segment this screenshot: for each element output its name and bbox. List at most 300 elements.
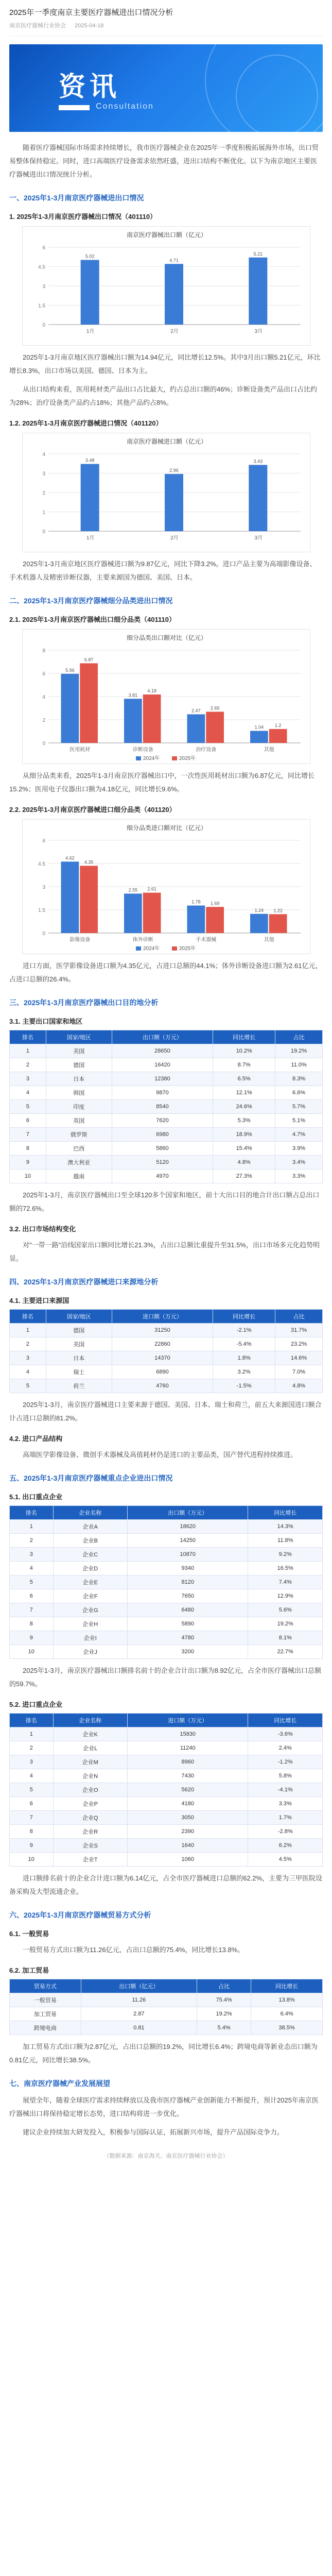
table-row <box>10 1993 323 2007</box>
table-header-cell: 排名 <box>10 1506 54 1520</box>
table-cell: 企业B <box>53 1534 128 1548</box>
table-cell: 跨境电商 <box>10 2021 81 2035</box>
table-cell: 7 <box>10 1811 54 1825</box>
table-trade-mode <box>9 1979 323 2035</box>
table-cell: 5.6% <box>248 1603 323 1617</box>
table-cell: 5.4% <box>197 2021 251 2035</box>
data-label: 3.81 <box>128 692 137 698</box>
table-cell: 18620 <box>128 1520 248 1534</box>
table-cell: 10870 <box>128 1548 248 1562</box>
banner-ring-decor <box>236 55 318 132</box>
table-cell: 16.5% <box>248 1562 323 1575</box>
table-header-cell: 排名 <box>10 1310 46 1324</box>
table-cell: 7620 <box>112 1114 213 1128</box>
x-tick-label: 手术器械 <box>195 937 216 943</box>
table-cell: 企业A <box>53 1520 128 1534</box>
table-cell: 美国 <box>46 1337 112 1351</box>
data-source-note: （数据来源：南京海关、南京医疗器械行业协会） <box>103 2153 229 2159</box>
chart-title: 南京医疗器械进口额（亿元） <box>126 438 207 445</box>
table-cell: 德国 <box>46 1058 112 1072</box>
table-row <box>10 1324 323 1337</box>
table-cell: 5 <box>10 1100 46 1114</box>
bar <box>206 711 224 743</box>
table-cell: 企业I <box>53 1631 128 1645</box>
table-cell: 4 <box>10 1562 54 1575</box>
table-cell: 荷兰 <box>46 1379 112 1393</box>
chart-title: 细分品类出口额对比（亿元） <box>126 634 207 641</box>
section-title: 一、2025年1-3月南京医疗器械进出口情况 <box>9 194 144 202</box>
table-header-cell: 占比 <box>275 1030 323 1044</box>
table-header-cell: 出口额（万元） <box>128 1506 248 1520</box>
table-cell: 5.7% <box>275 1100 323 1114</box>
table-header-cell: 同比增长 <box>213 1030 275 1044</box>
table-header-cell: 同比增长 <box>248 1714 323 1727</box>
data-label: 4.62 <box>65 855 75 861</box>
data-label: 4.71 <box>169 258 179 263</box>
chart-import-category <box>22 819 310 954</box>
table-cell: 15.4% <box>213 1142 275 1156</box>
section-title: 三、2025年1-3月南京医疗器械出口目的地分析 <box>9 998 159 1007</box>
table-cell: 12.9% <box>248 1589 323 1603</box>
data-label: 3.43 <box>253 459 263 464</box>
legend-label: 2025年 <box>179 946 196 952</box>
table-cell: 4.7% <box>275 1128 323 1142</box>
table-cell: 俄罗斯 <box>46 1128 112 1142</box>
table-cell: 8960 <box>128 1755 248 1769</box>
subsection-title: 5.1. 出口重点企业 <box>9 1493 63 1501</box>
bar <box>187 714 205 743</box>
y-tick-label: 1.5 <box>38 908 45 913</box>
table-cell: 9 <box>10 1156 46 1170</box>
intro-paragraph: 随着医疗器械国际市场需求持续增长，我市医疗器械企业在2025年一季度积极拓展海外市场，出口贸易整体保持稳定。同时，进口高端医疗设备需求依然旺盛，进出口结构不断优化。以下为南京地区主要医疗器械进出口情况统计分析。 <box>9 144 319 178</box>
table-row <box>10 2007 323 2021</box>
table-cell: 3.9% <box>275 1142 323 1156</box>
subsection-title: 2.1. 2025年1-3月南京医疗器械出口细分品类（401110） <box>9 616 176 623</box>
y-tick-label: 3 <box>42 885 45 890</box>
table-cell: 3 <box>10 1072 46 1086</box>
table-top-export-firms <box>9 1505 323 1659</box>
bar <box>269 729 287 743</box>
x-tick-label: 医用耗材 <box>69 747 90 753</box>
bar <box>165 474 183 531</box>
table-cell: 5120 <box>112 1156 213 1170</box>
table-cell: 11.0% <box>275 1058 323 1072</box>
table-cell: 3.4% <box>275 1156 323 1170</box>
x-tick-label: 2月 <box>170 329 179 334</box>
subsection-title: 4.1. 主要进口来源国 <box>9 1297 69 1304</box>
paragraph: 2025年1-3月，南京医疗器械进口主要来源于德国、美国、日本、瑞士和荷兰，前五大来源国进口额合计占进口总额的81.2%。 <box>9 1401 322 1422</box>
table-row <box>10 1741 323 1755</box>
table-row <box>10 1156 323 1170</box>
bar <box>249 465 267 531</box>
table-cell: 5.8% <box>248 1769 323 1783</box>
table-cell: 15830 <box>128 1727 248 1741</box>
table-cell: 6480 <box>128 1603 248 1617</box>
legend-swatch <box>172 756 177 760</box>
table-cell: 4.8% <box>213 1156 275 1170</box>
table-cell: 澳大利亚 <box>46 1156 112 1170</box>
table-cell: 38.5% <box>251 2021 323 2035</box>
bar <box>80 464 99 532</box>
table-cell: 14.3% <box>248 1520 323 1534</box>
table-cell: 6890 <box>112 1365 213 1379</box>
table-cell: 6.6% <box>275 1086 323 1100</box>
bar <box>61 674 79 743</box>
table-row <box>10 1086 323 1100</box>
table-row <box>10 1755 323 1769</box>
y-tick-label: 4 <box>42 694 45 700</box>
bar <box>61 861 79 933</box>
table-cell: 5 <box>10 1783 54 1797</box>
table-row <box>10 1575 323 1589</box>
table-row <box>10 1562 323 1575</box>
subsection-title: 3.2. 出口市场结构变化 <box>9 1225 76 1233</box>
table-row <box>10 1783 323 1797</box>
legend-label: 2025年 <box>179 756 196 761</box>
banner-bar-decor <box>59 105 90 110</box>
section-title: 六、2025年1-3月南京医疗器械贸易方式分析 <box>9 1911 151 1919</box>
table-cell: -2.8% <box>248 1825 323 1839</box>
paragraph: 进口额排名前十的企业合计进口额为6.14亿元，占全市医疗器械进口总额的62.2%，主要为三甲医院设备采购及大型流通企业。 <box>9 1874 323 1895</box>
table-top-import-firms <box>9 1713 323 1867</box>
y-tick-label: 0 <box>42 931 45 937</box>
chart-export-category <box>22 629 310 764</box>
table-cell: 4 <box>10 1086 46 1100</box>
legend-swatch <box>136 756 141 760</box>
y-tick-label: 0 <box>42 323 45 328</box>
data-label: 1.04 <box>254 724 264 730</box>
subsection-title: 3.1. 主要出口国家和地区 <box>9 1018 83 1025</box>
table-cell: -2.1% <box>213 1324 275 1337</box>
y-tick-label: 3 <box>42 284 45 290</box>
table-cell: 4 <box>10 1769 54 1783</box>
bar <box>206 907 224 933</box>
article-meta <box>9 21 323 36</box>
y-tick-label: 4.5 <box>38 861 45 867</box>
section-title: 七、南京医疗器械产业发展展望 <box>9 2079 110 2088</box>
table-row <box>10 1853 323 1867</box>
table-cell: 6980 <box>112 1128 213 1142</box>
table-cell: 5620 <box>128 1783 248 1797</box>
y-tick-label: 0 <box>42 741 45 747</box>
meta-source[interactable]: 南京医疗器械行业协会 <box>9 23 66 29</box>
paragraph: 从出口结构来看，医用耗材类产品出口占比最大，约占总出口额的46%；诊断设备类产品出口占比约为28%；治疗设备类产品约占18%；其他产品约占8%。 <box>9 385 318 406</box>
table-cell: 14250 <box>128 1534 248 1548</box>
table-cell: 企业L <box>53 1741 128 1755</box>
data-label: 6.87 <box>84 657 93 663</box>
y-tick-label: 6 <box>42 671 45 677</box>
bar <box>269 914 287 933</box>
x-tick-label: 其他 <box>264 937 274 943</box>
subsection-title: 5.2. 进口重点企业 <box>9 1701 63 1708</box>
table-export-destinations <box>9 1030 323 1183</box>
table-header-cell: 出口额（亿元） <box>81 1979 197 1993</box>
subsection-title: 6.2. 加工贸易 <box>9 1967 49 1974</box>
table-header-cell: 出口额（万元） <box>112 1030 213 1044</box>
table-row <box>10 1631 323 1645</box>
table-cell: 企业H <box>53 1617 128 1631</box>
x-tick-label: 其他 <box>264 747 274 753</box>
data-label: 2.55 <box>128 887 137 893</box>
table-cell: 0.81 <box>81 2021 197 2035</box>
paragraph: 展望全年，随着全球医疗需求持续释放以及我市医疗器械产业创新能力不断提升，预计2025年南京医疗器械出口将保持稳定增长态势，进口结构将进一步优化。 <box>9 2096 319 2117</box>
data-label: 2.47 <box>191 708 201 714</box>
table-cell: 企业G <box>53 1603 128 1617</box>
table-header-cell: 排名 <box>10 1714 54 1727</box>
table-cell: 27.3% <box>213 1170 275 1183</box>
table-cell: 韩国 <box>46 1086 112 1100</box>
data-label: 5.96 <box>65 667 75 673</box>
table-row <box>10 1170 323 1183</box>
chart-title: 细分品类进口额对比（亿元） <box>126 824 207 832</box>
table-row <box>10 1589 323 1603</box>
table-cell: 企业M <box>53 1755 128 1769</box>
chart-export-monthly <box>22 226 310 346</box>
subsection-title: 6.1. 一般贸易 <box>9 1930 49 1938</box>
table-cell: 1.8% <box>213 1351 275 1365</box>
table-header-cell: 占比 <box>275 1310 323 1324</box>
chart-import-monthly <box>22 433 310 552</box>
table-cell: 10.2% <box>213 1044 275 1058</box>
data-label: 2.69 <box>210 705 219 711</box>
subsection-title: 1. 2025年1-3月南京医疗器械出口情况（401110） <box>9 213 157 221</box>
table-cell: 3 <box>10 1351 46 1365</box>
table-cell: 5 <box>10 1575 54 1589</box>
table-cell: 8 <box>10 1825 54 1839</box>
table-cell: 23.2% <box>275 1337 323 1351</box>
bar <box>124 894 142 934</box>
chart-title: 南京医疗器械出口额（亿元） <box>126 231 207 239</box>
legend-swatch <box>172 946 177 951</box>
table-cell: 75.4% <box>197 1993 251 2007</box>
subsection-title: 4.2. 进口产品结构 <box>9 1435 63 1443</box>
table-cell: 7 <box>10 1603 54 1617</box>
table-cell: 6.4% <box>251 2007 323 2021</box>
table-cell: 企业P <box>53 1797 128 1811</box>
banner-image <box>9 44 323 132</box>
y-tick-label: 0 <box>42 529 45 535</box>
table-row <box>10 1645 323 1659</box>
table-cell: 12380 <box>112 1072 213 1086</box>
table-cell: 3 <box>10 1548 54 1562</box>
table-row <box>10 1142 323 1156</box>
table-cell: 9340 <box>128 1562 248 1575</box>
bar <box>250 914 268 933</box>
table-cell: 5860 <box>112 1142 213 1156</box>
section-title: 五、2025年1-3月南京医疗器械重点企业进出口情况 <box>9 1474 173 1482</box>
table-row <box>10 1351 323 1365</box>
table-row <box>10 1534 323 1548</box>
table-cell: 4780 <box>128 1631 248 1645</box>
table-cell: 企业E <box>53 1575 128 1589</box>
data-label: 1.22 <box>273 908 283 913</box>
table-header-cell: 国家/地区 <box>46 1030 112 1044</box>
table-cell: 4 <box>10 1365 46 1379</box>
table-cell: 5.3% <box>213 1114 275 1128</box>
table-cell: 19.2% <box>197 2007 251 2021</box>
table-cell: 9 <box>10 1839 54 1853</box>
table-cell: 美国 <box>46 1044 112 1058</box>
table-row <box>10 1839 323 1853</box>
table-cell: 企业Q <box>53 1811 128 1825</box>
banner-subtitle: Consultation <box>96 102 154 111</box>
table-cell: 企业N <box>53 1769 128 1783</box>
data-label: 1.24 <box>254 907 264 913</box>
table-cell: 德国 <box>46 1324 112 1337</box>
table-cell: 加工贸易 <box>10 2007 81 2021</box>
table-cell: 瑞士 <box>46 1365 112 1379</box>
bar <box>187 906 205 933</box>
table-cell: 6.2% <box>248 1839 323 1853</box>
table-cell: 9870 <box>112 1086 213 1100</box>
table-row <box>10 1044 323 1058</box>
table-cell: 24.6% <box>213 1100 275 1114</box>
table-cell: 8 <box>10 1142 46 1156</box>
table-row <box>10 1769 323 1783</box>
table-cell: 2.4% <box>248 1741 323 1755</box>
table-cell: 3 <box>10 1755 54 1769</box>
x-tick-label: 3月 <box>254 329 263 334</box>
table-row <box>10 1128 323 1142</box>
table-cell: 8 <box>10 1617 54 1631</box>
table-cell: 印度 <box>46 1100 112 1114</box>
table-cell: 1.7% <box>248 1811 323 1825</box>
table-cell: 6 <box>10 1589 54 1603</box>
x-tick-label: 诊断设备 <box>132 747 153 753</box>
table-cell: 日本 <box>46 1072 112 1086</box>
data-label: 4.18 <box>147 688 156 693</box>
table-cell: 8.7% <box>213 1058 275 1072</box>
section-title: 四、2025年1-3月南京医疗器械进口来源地分析 <box>9 1278 159 1286</box>
table-cell: 3200 <box>128 1645 248 1659</box>
table-header-cell: 排名 <box>10 1030 46 1044</box>
table-cell: 19.2% <box>248 1617 323 1631</box>
table-cell: 英国 <box>46 1114 112 1128</box>
section-title: 二、2025年1-3月南京医疗器械细分品类进出口情况 <box>9 597 173 605</box>
table-cell: 企业S <box>53 1839 128 1853</box>
table-header-cell: 企业名称 <box>53 1714 128 1727</box>
table-header-cell: 同比增长 <box>213 1310 275 1324</box>
table-cell: -4.1% <box>248 1783 323 1797</box>
table-cell: 5890 <box>128 1617 248 1631</box>
table-cell: 22.7% <box>248 1645 323 1659</box>
paragraph: 加工贸易方式出口额为2.87亿元，占出口总额的19.2%，同比增长6.4%；跨境电商等新业态出口额为0.81亿元，同比增长38.5%。 <box>9 2043 318 2064</box>
table-cell: -3.6% <box>248 1727 323 1741</box>
paragraph: 2025年1-3月南京地区医疗器械出口额为14.94亿元，同比增长12.5%。其中3月出口额5.21亿元，环比增长8.3%，出口市场以美国、德国、日本为主。 <box>9 353 321 375</box>
table-cell: 6 <box>10 1797 54 1811</box>
table-row <box>10 1811 323 1825</box>
data-label: 3.48 <box>85 457 94 463</box>
table-cell: 4180 <box>128 1797 248 1811</box>
table-cell: 5.1% <box>275 1114 323 1128</box>
paragraph: 2025年1-3月南京地区医疗器械进口额为9.87亿元，同比下降3.2%。进口产品主要为高端影像设备、手术机器人及精密诊断仪器，主要来源国为德国、美国、日本。 <box>9 560 317 581</box>
table-row <box>10 1337 323 1351</box>
table-cell: 12.1% <box>213 1086 275 1100</box>
table-cell: 1 <box>10 1044 46 1058</box>
table-cell: 6.5% <box>213 1072 275 1086</box>
table-cell: 3.3% <box>275 1170 323 1183</box>
banner-title: 资讯 <box>59 72 121 103</box>
table-cell: 8540 <box>112 1100 213 1114</box>
table-cell: 1 <box>10 1324 46 1337</box>
table-cell: 2 <box>10 1058 46 1072</box>
table-row <box>10 1603 323 1617</box>
table-cell: 16420 <box>112 1058 213 1072</box>
table-header-cell: 同比增长 <box>251 1979 323 1993</box>
table-cell: -1.5% <box>213 1379 275 1393</box>
table-cell: 14.6% <box>275 1351 323 1365</box>
table-row <box>10 1825 323 1839</box>
table-cell: 3.3% <box>248 1797 323 1811</box>
table-cell: 7430 <box>128 1769 248 1783</box>
bar <box>250 731 268 743</box>
table-cell: 企业T <box>53 1853 128 1867</box>
table-row <box>10 2021 323 2035</box>
table-row <box>10 1100 323 1114</box>
table-cell: -5.4% <box>213 1337 275 1351</box>
x-tick-label: 体外诊断 <box>132 937 153 943</box>
table-cell: 5 <box>10 1379 46 1393</box>
table-row <box>10 1114 323 1128</box>
paragraph: 2025年1-3月，南京医疗器械出口至全球120多个国家和地区，前十大出口目的地合计出口额占总出口额的72.6%。 <box>9 1191 320 1212</box>
x-tick-label: 1月 <box>86 329 94 334</box>
y-tick-label: 1 <box>42 510 45 516</box>
table-cell: 7.4% <box>248 1575 323 1589</box>
table-cell: 22860 <box>112 1337 213 1351</box>
data-label: 1.69 <box>210 901 219 906</box>
bar <box>143 893 161 933</box>
y-tick-label: 2 <box>42 490 45 496</box>
table-cell: 巴西 <box>46 1142 112 1156</box>
y-tick-label: 6 <box>42 838 45 844</box>
paragraph: 从细分品类来看，2025年1-3月南京医疗器械出口中，一次性医用耗材出口额为6.87亿元，同比增长15.2%；医用电子仪器出口额为4.18亿元，同比增长9.6%。 <box>9 772 315 793</box>
y-tick-label: 6 <box>42 245 45 251</box>
table-cell: 日本 <box>46 1351 112 1365</box>
y-tick-label: 4 <box>42 452 45 457</box>
article-title: 2025年一季度南京主要医疗器械进出口情况分析 <box>9 8 173 17</box>
chart-svg <box>23 433 311 552</box>
table-row <box>10 1072 323 1086</box>
table-cell: 7 <box>10 1128 46 1142</box>
table-row <box>10 1797 323 1811</box>
table-cell: 14370 <box>112 1351 213 1365</box>
data-label: 4.35 <box>84 859 93 865</box>
x-tick-label: 治疗设备 <box>195 747 216 753</box>
table-header-cell: 国家/地区 <box>46 1310 112 1324</box>
table-row <box>10 1520 323 1534</box>
table-cell: 2 <box>10 1741 54 1755</box>
table-cell: 2 <box>10 1337 46 1351</box>
table-cell: 11240 <box>128 1741 248 1755</box>
table-cell: 19.2% <box>275 1044 323 1058</box>
table-header-cell: 占比 <box>197 1979 251 1993</box>
table-cell: 企业O <box>53 1783 128 1797</box>
table-cell: 企业C <box>53 1548 128 1562</box>
table-cell: 11.8% <box>248 1534 323 1548</box>
paragraph: 进口方面，医学影像设备进口额为4.35亿元，占进口总额的44.1%；体外诊断设备进口额为2.61亿元，占进口总额的26.4%。 <box>9 962 322 983</box>
table-cell: 企业J <box>53 1645 128 1659</box>
table-import-sources <box>9 1309 323 1393</box>
table-header-cell: 进口额（万元） <box>128 1714 248 1727</box>
table-cell: 一般贸易 <box>10 1993 81 2007</box>
legend-label: 2024年 <box>143 946 160 952</box>
table-cell: 2.87 <box>81 2007 197 2021</box>
y-tick-label: 8 <box>42 648 45 654</box>
paragraph: 2025年1-3月，南京医疗器械出口额排名前十的企业合计出口额为8.92亿元，占全市医疗器械出口总额的59.7%。 <box>9 1667 322 1688</box>
bar <box>165 264 183 325</box>
table-cell: 28650 <box>112 1044 213 1058</box>
data-label: 5.02 <box>85 253 94 259</box>
